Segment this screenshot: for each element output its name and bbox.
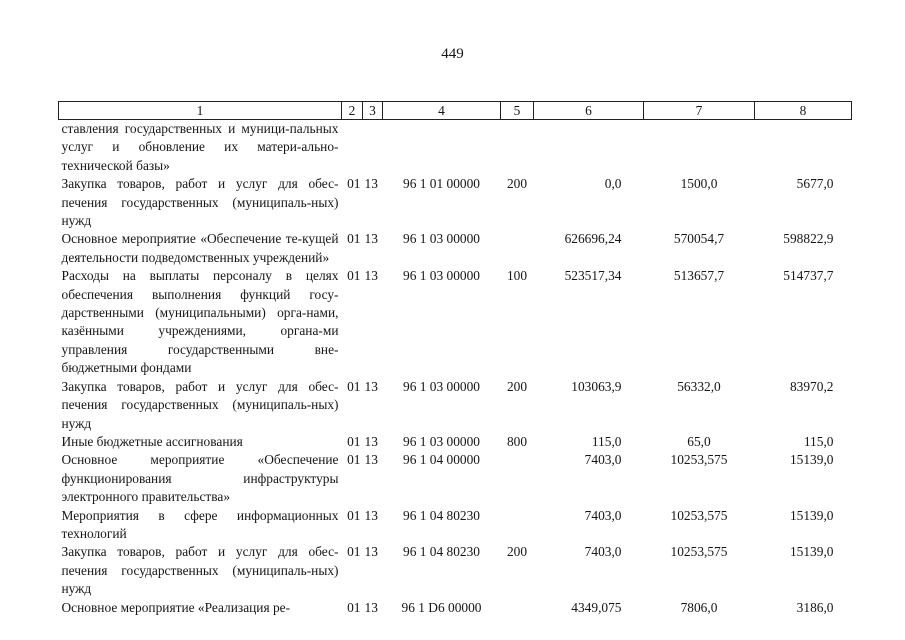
cell-name: Расходы на выплаты персоналу в целях обеспечения выполнения функций госу-дарственными (муниципальными) орга-нами, казёнными учреждениями, органа-ми управления государственными вне-бюджетными фондами [61,268,339,376]
cell-name: Основное мероприятие «Обеспечение функционирования инфраструктуры электронного правительства» [61,452,339,505]
table-row [59,507,852,544]
table-row [59,267,852,377]
cell-section: 01 [347,378,361,394]
cell-amount-7: 10253,575 [670,544,728,560]
cell-expense-type [501,230,534,267]
table-row [59,433,852,451]
header-col-1: 1 [59,102,342,120]
cell-subsection: 13 [364,452,378,468]
cell-subsection: 13 [364,544,378,560]
cell-name: Закупка товаров, работ и услуг для обес-печения государственных (муниципаль-ных) нужд [61,378,339,431]
header-col-7: 7 [644,102,755,120]
cell-name: Мероприятия в сфере информационных технологий [61,507,339,541]
cell-amount-6: 103063,9 [571,378,622,394]
header-col-2: 2 [342,102,363,120]
header-col-3: 3 [363,102,383,120]
cell-amount-8: 514737,7 [783,268,834,284]
cell-amount-6: 0,0 [604,176,622,192]
cell-section: 01 [347,268,361,284]
cell-section: 01 [347,231,361,247]
cell-expense-type [501,599,534,617]
cell-amount-6: 7403,0 [584,452,622,468]
header-row [59,102,852,120]
cell-target-article: 96 1 03 00000 [403,378,480,394]
cell-target-article: 96 1 01 00000 [403,176,480,192]
cell-subsection: 13 [364,433,378,449]
cell-amount-7: 65,0 [687,433,711,449]
cell-amount-7: 570054,7 [673,231,725,247]
cell-expense-type: 200 [506,176,528,192]
cell-subsection: 13 [364,176,378,192]
cell-amount-8: 15139,0 [789,452,834,468]
cell-subsection: 13 [364,231,378,247]
header-col-4: 4 [383,102,501,120]
table-body [59,120,852,617]
cell-expense-type: 100 [506,268,528,284]
table-row [59,175,852,230]
cell-target-article: 96 1 04 00000 [403,452,480,468]
cell-amount-7: 1500,0 [680,176,718,192]
cell-target-article: 96 1 03 00000 [403,231,480,247]
cell-amount-8: 5677,0 [796,176,834,192]
cell-amount-8: 15139,0 [789,507,834,523]
cell-section: 01 [347,507,361,523]
cell-amount-6: 7403,0 [584,507,622,523]
cell-subsection [363,120,383,176]
cell-name: Основное мероприятие «Обеспечение те-кущей деятельности подведомственных учреждений» [61,231,339,265]
cell-expense-type: 800 [506,433,528,449]
cell-amount-7: 513657,7 [673,268,725,284]
budget-table [58,101,852,617]
table-row [59,599,852,617]
cell-name: Закупка товаров, работ и услуг для обес-печения государственных (муниципаль-ных) нужд [61,176,339,229]
cell-expense-type [501,507,534,544]
cell-amount-7 [644,120,755,176]
page-number: 449 [441,46,464,62]
cell-subsection: 13 [364,378,378,394]
cell-amount-6: 115,0 [591,433,622,449]
cell-subsection: 13 [364,268,378,284]
cell-amount-8: 598822,9 [783,231,834,247]
cell-section: 01 [347,599,361,615]
cell-amount-8: 15139,0 [789,544,834,560]
cell-amount-6: 7403,0 [584,544,622,560]
cell-amount-7: 10253,575 [670,452,728,468]
cell-section: 01 [347,176,361,192]
cell-expense-type [501,451,534,506]
cell-name: Иные бюджетные ассигнования [61,433,243,449]
cell-amount-7: 10253,575 [670,507,728,523]
cell-amount-6: 4349,075 [571,599,622,615]
cell-target-article [383,120,501,176]
cell-amount-6 [534,120,644,176]
cell-amount-8 [755,120,852,176]
cell-target-article: 96 1 03 00000 [403,268,480,284]
table-header [59,102,852,120]
cell-target-article: 96 1 03 00000 [403,433,480,449]
cell-target-article: 96 1 D6 00000 [401,599,482,615]
cell-subsection: 13 [364,507,378,523]
cell-section: 01 [347,544,361,560]
cell-amount-7: 7806,0 [680,599,718,615]
cell-amount-6: 626696,24 [564,231,622,247]
table-row [59,543,852,598]
cell-amount-8: 3186,0 [796,599,834,615]
cell-expense-type: 200 [506,544,528,560]
table-row [59,230,852,267]
cell-amount-6: 523517,34 [564,268,622,284]
cell-amount-7: 56332,0 [677,378,721,394]
cell-name: Закупка товаров, работ и услуг для обес-печения государственных (муниципаль-ных) нужд [61,544,339,597]
cell-name: Основное мероприятие «Реализация ре- [61,599,291,615]
cell-amount-8: 115,0 [803,433,834,449]
cell-expense-type: 200 [506,378,528,394]
header-col-6: 6 [534,102,644,120]
header-col-5: 5 [501,102,534,120]
cell-section: 01 [347,452,361,468]
cell-target-article: 96 1 04 80230 [403,507,480,523]
cell-section: 01 [347,433,361,449]
cell-expense-type [501,120,534,176]
cell-name: ставления государственных и муници-пальных услуг и обновление их матери-ально-технической базы» [61,121,339,173]
cell-section [342,120,363,176]
header-col-8: 8 [755,102,852,120]
cell-target-article: 96 1 04 80230 [403,544,480,560]
cell-subsection: 13 [364,599,378,615]
table-row [59,451,852,506]
cell-amount-8: 83970,2 [789,378,834,394]
table-row [59,120,852,176]
table-row [59,378,852,433]
